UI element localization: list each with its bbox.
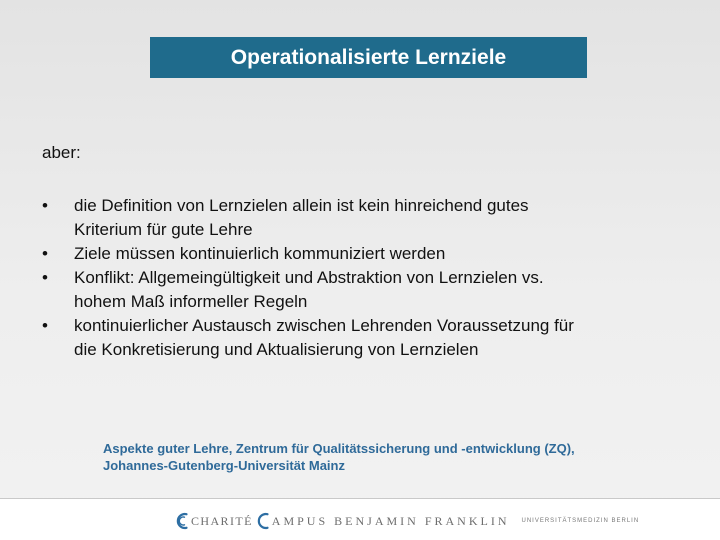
bullet-marker: • <box>42 244 48 263</box>
bullet-line: hohem Maß informeller Regeln <box>74 292 308 311</box>
bullet-item-conflict <box>42 266 682 314</box>
bullet-list <box>42 194 682 362</box>
bullet-item-definition <box>42 194 682 242</box>
slide-title: Operationalisierte Lernziele <box>230 45 507 69</box>
source-note-line: Johannes-Gutenberg-Universität Mainz <box>103 458 345 473</box>
source-note <box>103 440 703 474</box>
intro-text: aber: <box>42 143 81 162</box>
source-note-line: Aspekte guter Lehre, Zentrum für Qualitätssicherung und -entwicklung (ZQ), <box>103 441 575 456</box>
charite-c-logo-icon <box>174 511 189 531</box>
footer-logo-campus: AMPUS BENJAMIN FRANKLIN <box>271 513 510 528</box>
bullet-marker: • <box>42 316 48 335</box>
bullet-line: die Konkretisierung und Aktualisierung von Lernzielen <box>74 340 479 359</box>
bullet-line: Ziele müssen kontinuierlich kommuniziert werden <box>74 244 446 263</box>
bullet-item-exchange <box>42 314 682 362</box>
footer-logo <box>172 509 639 533</box>
slide-title-bar <box>150 37 587 78</box>
bullet-line: kontinuierlicher Austausch zwischen Lehrenden Voraussetzung für <box>74 316 574 335</box>
campus-c-logo-icon <box>255 511 270 531</box>
bullet-marker: • <box>42 268 48 287</box>
bullet-line: Konflikt: Allgemeingültigkeit und Abstraktion von Lernzielen vs. <box>74 268 544 287</box>
footer-logo-charite: CHARITÉ <box>191 513 253 528</box>
bullet-marker: • <box>42 196 48 215</box>
bullet-item-communication <box>42 242 682 266</box>
bullet-line: die Definition von Lernzielen allein ist kein hinreichend gutes <box>74 196 529 215</box>
footer-logo-subtitle: UNIVERSITÄTSMEDIZIN BERLIN <box>521 518 640 524</box>
bullet-line: Kriterium für gute Lehre <box>74 220 253 239</box>
footer-divider <box>0 498 720 499</box>
